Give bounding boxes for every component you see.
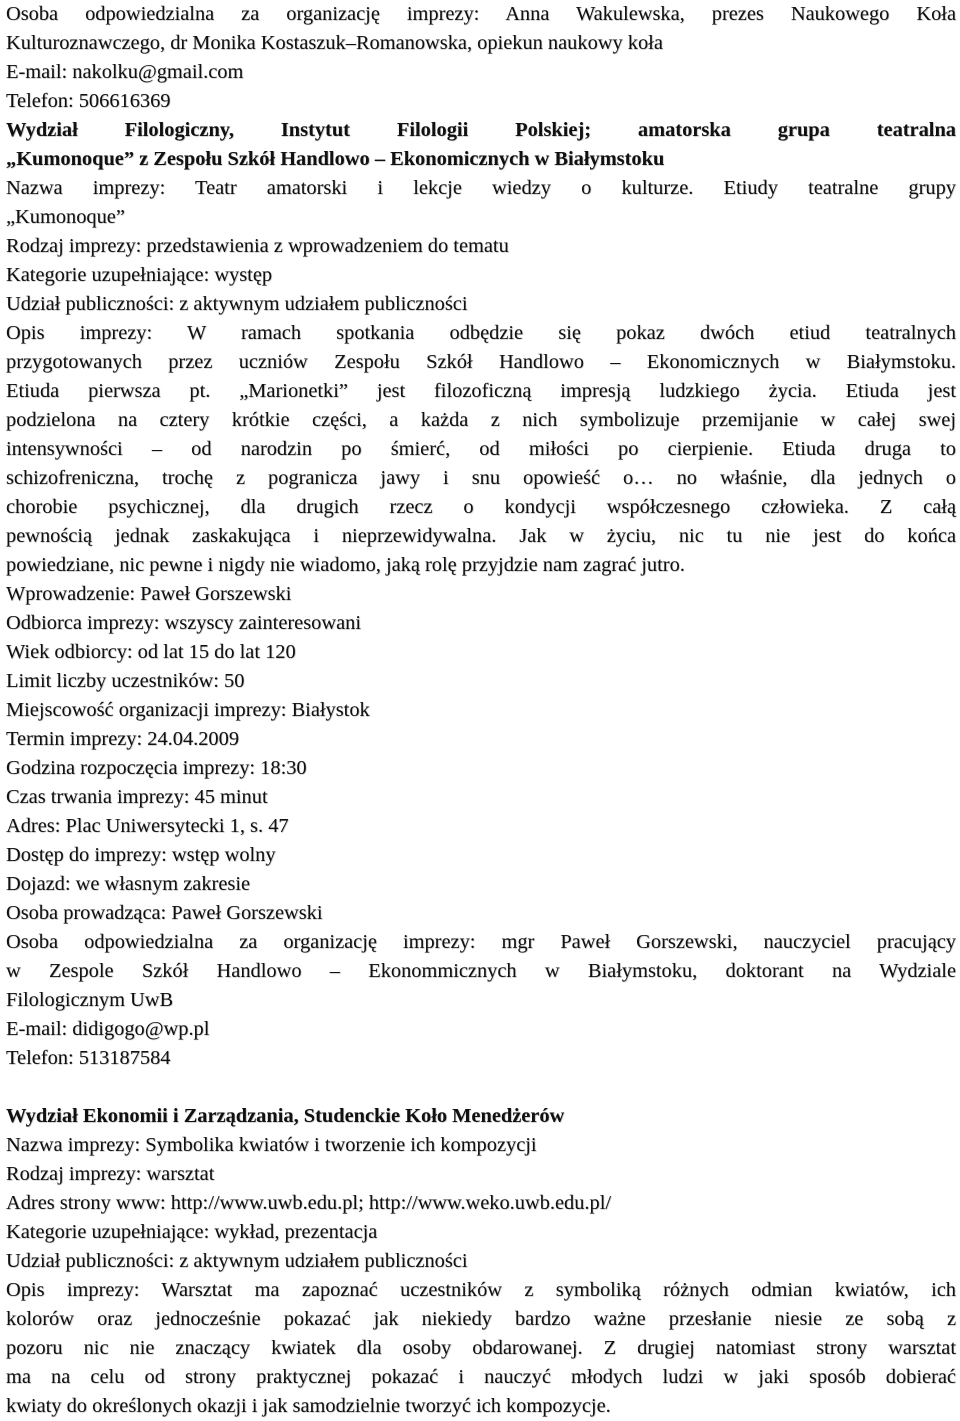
section-wydzial-ekonomii xyxy=(6,1102,956,1421)
categories-line: Kategorie uzupełniające: wykład, prezentacja xyxy=(6,1221,378,1243)
organizer-line-1: Osoba odpowiedzialna za organizację imprezy: mgr Paweł Gorszewski, nauczyciel pracujący xyxy=(6,931,956,953)
event-name-line: Nazwa imprezy: Symbolika kwiatów i tworzenie ich kompozycji xyxy=(6,1134,537,1156)
participant-limit-line: Limit liczby uczestników: 50 xyxy=(6,670,245,692)
organizer-line-2: Kulturoznawczego, dr Monika Kostaszuk–Romanowska, opiekun naukowy koła xyxy=(6,32,663,54)
section-heading: Wydział Ekonomii i Zarządzania, Studenckie Koło Menedżerów xyxy=(6,1105,565,1127)
introduction-line: Wprowadzenie: Paweł Gorszewski xyxy=(6,583,292,605)
audience-participation-line: Udział publiczności: z aktywnym udziałem publiczności xyxy=(6,293,468,315)
section-spacer xyxy=(6,1073,956,1102)
address-line: Adres: Plac Uniwersytecki 1, s. 47 xyxy=(6,815,289,837)
description-line-8: pewnością jednak zaskakująca i nieprzewidywalna. Jak w życiu, nic tu nie jest do końca xyxy=(6,525,956,547)
access-line: Dostęp do imprezy: wstęp wolny xyxy=(6,844,276,866)
event-type-line: Rodzaj imprezy: przedstawienia z wprowadzeniem do tematu xyxy=(6,235,509,257)
duration-line: Czas trwania imprezy: 45 minut xyxy=(6,786,268,808)
website-line: Adres strony www: http://www.uwb.edu.pl; http://www.weko.uwb.edu.pl/ xyxy=(6,1192,612,1214)
phone-line: Telefon: 506616369 xyxy=(6,90,171,112)
description-line-1: Opis imprezy: W ramach spotkania odbędzie się pokaz dwóch etiud teatralnych xyxy=(6,322,956,344)
description-line-5: kwiaty do określonych okazji i jak samodzielnie tworzyć ich kompozycje. xyxy=(6,1395,611,1417)
event-name-line-1: Nazwa imprezy: Teatr amatorski i lekcje wiedzy o kulturze. Etiudy teatralne grupy xyxy=(6,177,956,199)
description-line-6: schizofreniczna, trochę z pogranicza jawy i snu opowieść o… no właśnie, dla jednych o xyxy=(6,467,956,489)
categories-line: Kategorie uzupełniające: występ xyxy=(6,264,273,286)
organizer-line-1: Osoba odpowiedzialna za organizację imprezy: Anna Wakulewska, prezes Naukowego Koła xyxy=(6,3,956,25)
description-line-2: kolorów oraz jednocześnie pokazać jak niekiedy bardzo ważne przesłanie niesie ze sobą z xyxy=(6,1308,956,1330)
section-heading-line-2: „Kumonoque” z Zespołu Szkół Handlowo – Ekonomicznych w Białymstoku xyxy=(6,148,665,170)
organizer-line-2: w Zespole Szkół Handlowo – Ekonommicznych w Białymstoku, doktorant na Wydziale xyxy=(6,960,956,982)
start-time-line: Godzina rozpoczęcia imprezy: 18:30 xyxy=(6,757,307,779)
description-line-4: ma na celu od strony praktycznej pokazać i nauczyć młodych ludzi w jaki sposób dobierać xyxy=(6,1366,956,1388)
description-line-9: powiedziane, nic pewne i nigdy nie wiadomo, jaką rolę przyjdzie nam zagrać jutro. xyxy=(6,554,685,576)
email-line: E-mail: didigogo@wp.pl xyxy=(6,1018,210,1040)
description-line-2: przygotowanych przez uczniów Zespołu Szkół Handlowo – Ekonomicznych w Białymstoku. xyxy=(6,351,956,373)
description-line-7: chorobie psychicznej, dla drugich rzecz o kondycji współczesnego człowieka. Z całą xyxy=(6,496,956,518)
description-line-3: Etiuda pierwsza pt. „Marionetki” jest filozoficzną impresją ludzkiego życia. Etiuda jest xyxy=(6,380,956,402)
location-line: Miejscowość organizacji imprezy: Białystok xyxy=(6,699,370,721)
host-line: Osoba prowadząca: Paweł Gorszewski xyxy=(6,902,323,924)
description-line-4: podzielona na cztery krótkie części, a każda z nich symbolizuje przemijanie w całej swej xyxy=(6,409,956,431)
phone-line: Telefon: 513187584 xyxy=(6,1047,171,1069)
recipient-line: Odbiorca imprezy: wszyscy zainteresowani xyxy=(6,612,362,634)
date-line: Termin imprezy: 24.04.2009 xyxy=(6,728,240,750)
age-line: Wiek odbiorcy: od lat 15 do lat 120 xyxy=(6,641,296,663)
description-line-3: pozoru nic nie znaczący kwiatek dla osoby obdarowanej. Z drugiej natomiast strony warsztat xyxy=(6,1337,956,1359)
email-line: E-mail: nakolku@gmail.com xyxy=(6,61,244,83)
description-line-5: intensywności – od narodzin po śmierć, od miłości po cierpienie. Etiuda druga to xyxy=(6,438,956,460)
transport-line: Dojazd: we własnym zakresie xyxy=(6,873,251,895)
event-name-line-2: „Kumonoque” xyxy=(6,206,125,228)
document-page xyxy=(6,0,956,1421)
section-naukowe-kolo-kulturoznawcze xyxy=(6,0,956,116)
section-heading-line-1: Wydział Filologiczny, Instytut Filologii Polskiej; amatorska grupa teatralna xyxy=(6,119,956,141)
audience-participation-line: Udział publiczności: z aktywnym udziałem publiczności xyxy=(6,1250,468,1272)
organizer-line-3: Filologicznym UwB xyxy=(6,989,174,1011)
section-wydzial-filologiczny xyxy=(6,116,956,1073)
event-type-line: Rodzaj imprezy: warsztat xyxy=(6,1163,215,1185)
description-line-1: Opis imprezy: Warsztat ma zapoznać uczestników z symboliką różnych odmian kwiatów, ich xyxy=(6,1279,956,1301)
